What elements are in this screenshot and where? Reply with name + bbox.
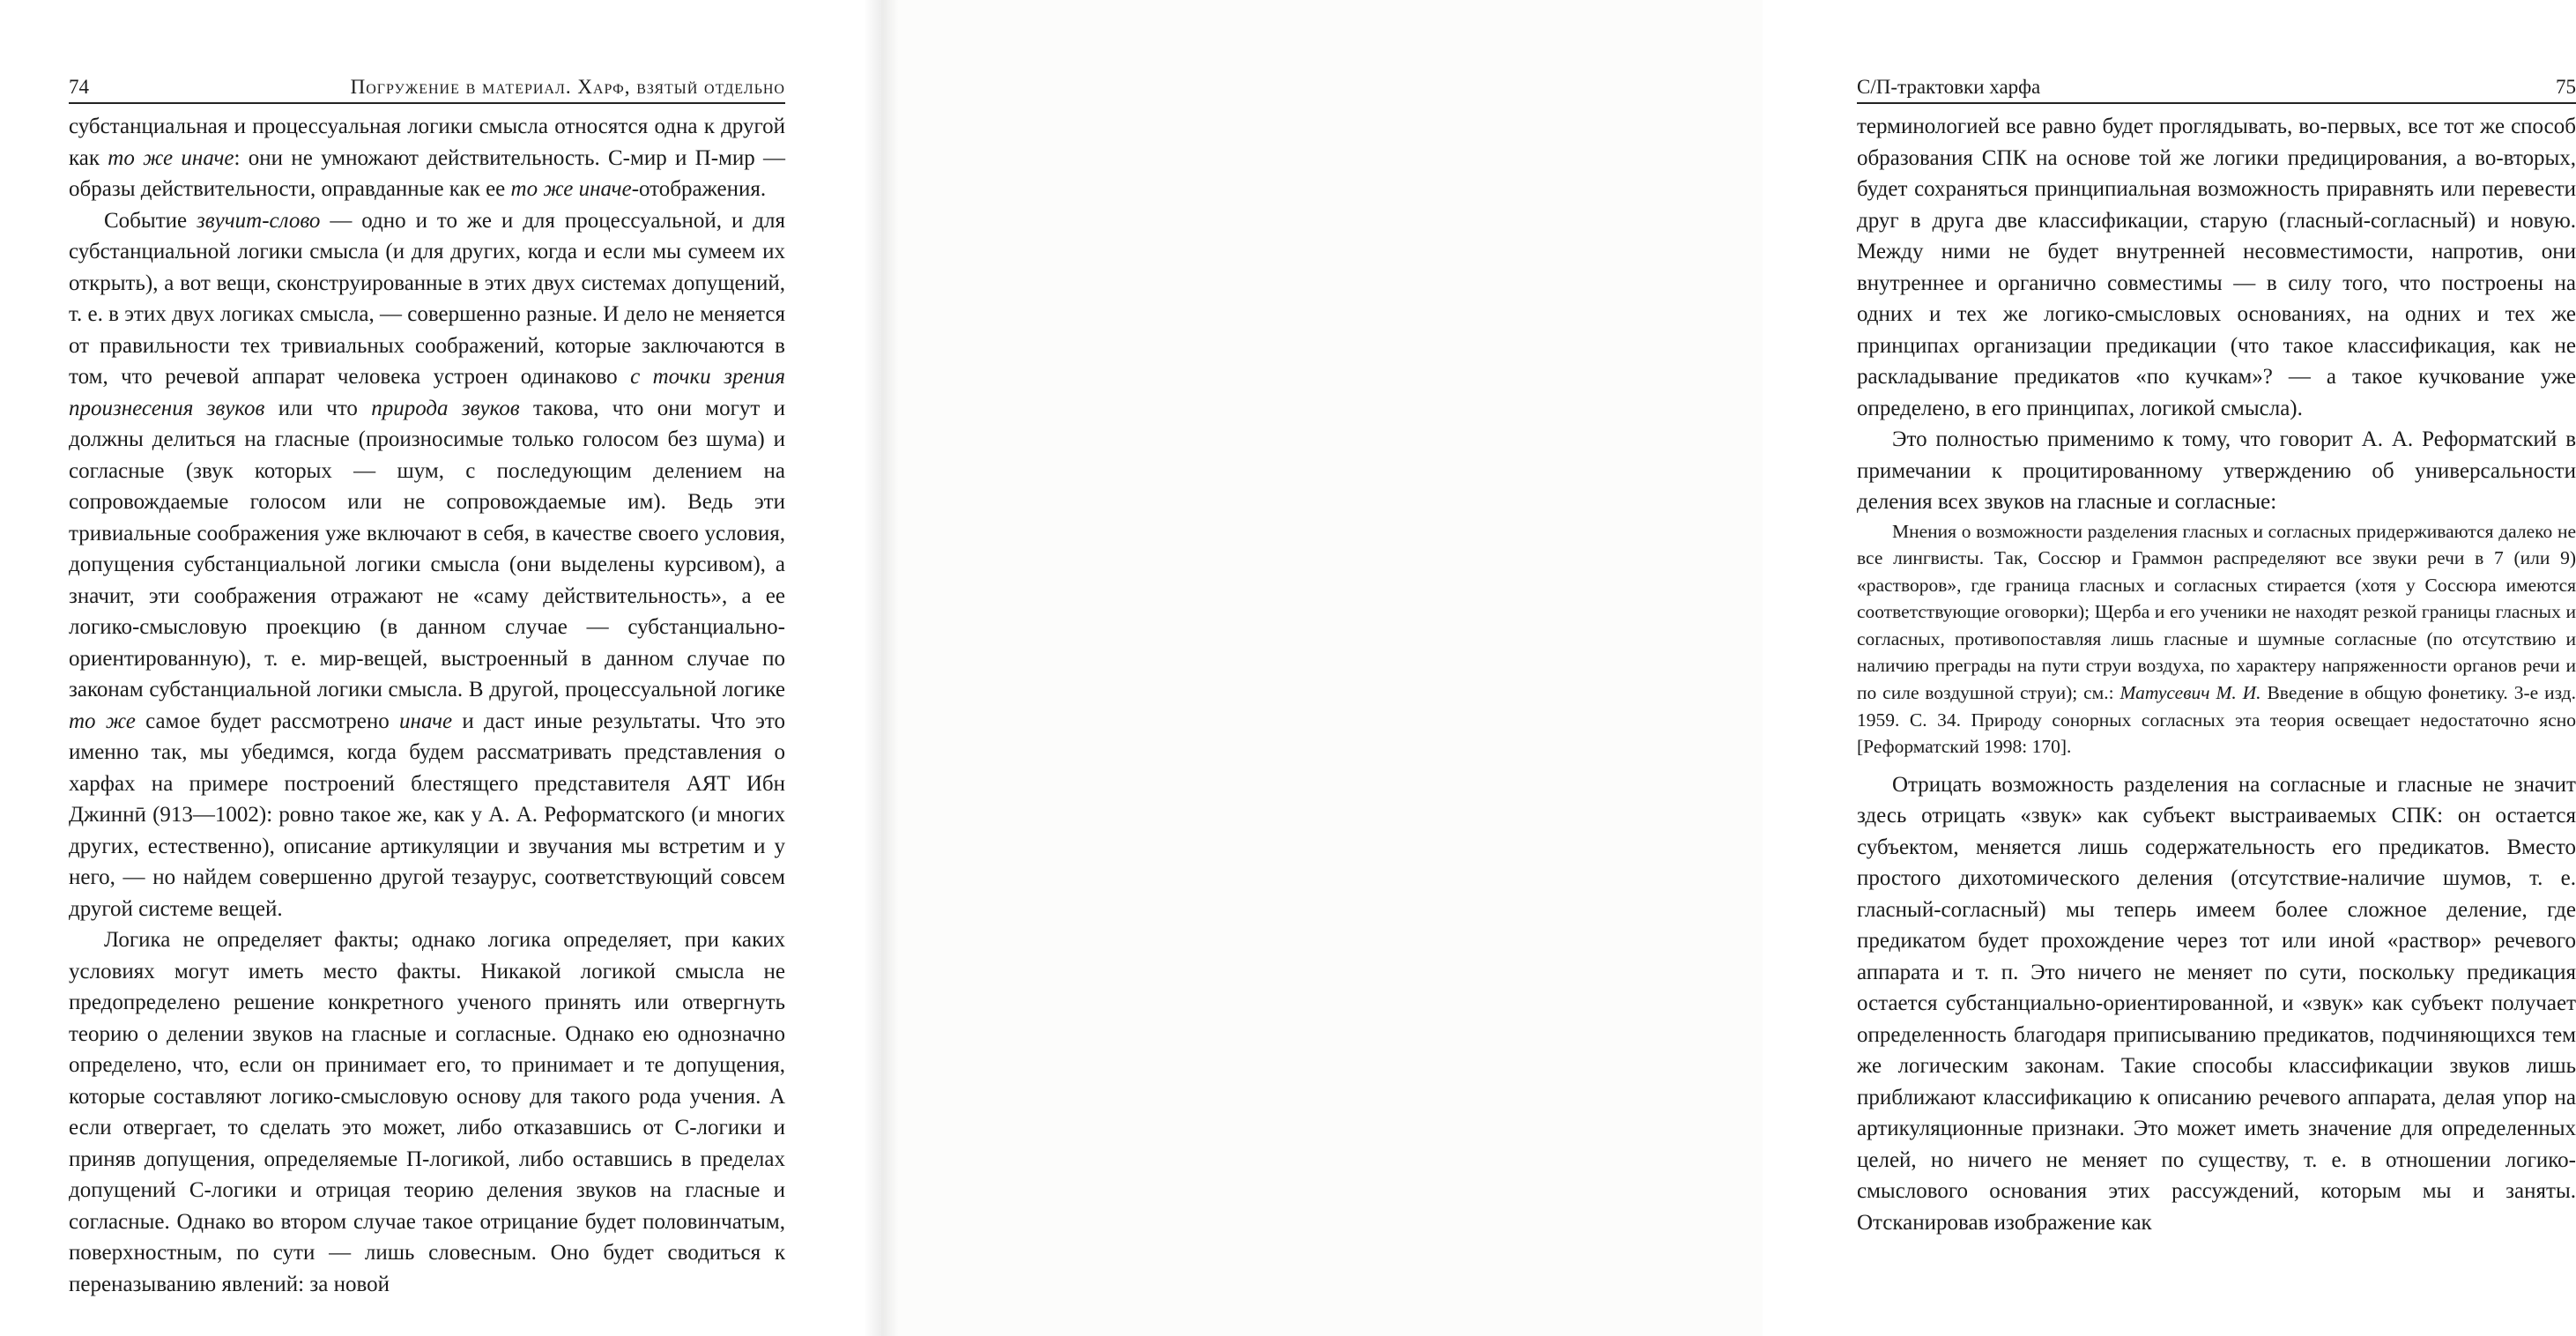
page-number: 74 [69, 76, 89, 98]
text-run: Это полностью применимо к тому, что говорит А. А. Реформатский в примечании к процитированному утверждению об универсальности деления всех звуков на гласные и согласные: [1857, 427, 2576, 514]
paragraph [69, 111, 785, 205]
text-run: или что [264, 396, 372, 420]
paragraph [1857, 111, 2576, 424]
running-title: Погружение в материал. Харф, взятый отдельно [350, 76, 785, 98]
paragraph [1857, 424, 2576, 518]
italic-text: иначе [399, 709, 453, 733]
text-run: : они не умножают действительность. С-мир и П-мир — образы действительности, оправданные как ее [69, 145, 786, 201]
italic-text: звучит-слово [197, 208, 321, 233]
text-run: Событие [104, 208, 197, 233]
italic-text: с точки зрения произнесения звуков [69, 365, 786, 420]
paragraph [69, 205, 785, 925]
text-run: субстанциальная и процессуальная логики смысла относятся одна к другой как [69, 115, 785, 170]
running-title: С/П-трактовки харфа [1857, 76, 2041, 98]
left-page-body [69, 111, 785, 1300]
italic-text: то же иначе [108, 145, 234, 170]
text-run: Отрицать возможность разделения на согласные и гласные не значит здесь отрицать «звук» как субъект выстраиваемых СПК: он остается субъектом, меняется лишь содержательность его предикатов. Вместо простого дихотомического деления (отсутствие-наличие шумов, т. е. гласный-согласный) мы теперь имеем более сложное деление, где предикатом будет прохождение через тот или иной «раствор» речевого аппарата и т. п. Это ничего не меняет по сути, поскольку предикация остается субстанциально-ориентированной, и «звук» как субъект получает определенность благодаря приписыванию предикатов, подчиняющихся тем же логическим законам. Такие способы классификации звуков лишь приближают классификацию к описанию речевого аппарата, делая упор на артикуляционные признаки. Это может иметь значение для определенных целей, но ничего не меняет по существу, т. е. в отношении логико-смыслового основания этих рассуждений, которым мы и заняты. Отсканировав изображение как [1857, 772, 2576, 1235]
right-page-body [1857, 111, 2576, 1238]
book-gutter [864, 0, 899, 1336]
text-run: Введение в общую фонетику. 3-е изд. 1959. С. 34. Природу сонорных согласных эта теория освещает недостаточно ясно [Реформатский 1998: 170]. [1857, 682, 2576, 758]
page-number: 75 [2556, 76, 2576, 98]
text-run: -отображения. [631, 177, 767, 201]
block-quote [1857, 518, 2576, 761]
paragraph [1857, 769, 2576, 1239]
italic-text: то же [69, 709, 136, 733]
text-run: — одно и то же и для процессуальной, и для субстанциальной логики смысла (и для других, когда и если мы сумеем их открыть), а вот вещи, сконструированные в этих двух системах допущений, т. е. в этих двух логиках смысла, — совершенно разные. И дело не меняется от правильности тех тривиальных соображений, которые заключаются в том, что речевой аппарат человека устроен одинаково [69, 208, 785, 389]
right-page-header [1857, 71, 2576, 104]
italic-text: Матусевич М. И. [2119, 682, 2261, 704]
italic-text: то же иначе [510, 177, 632, 201]
text-run: Логика не определяет факты; однако логика определяет, при каких условиях могут иметь место факты. Никакой логикой смысла не предопределено решение конкретного ученого принять или отвергнуть теорию о делении звуков на гласные и согласные. Однако ею однозначно определено, что, если он принимает его, то принимает и те допущения, которые составляют логико-смысловую основу для такого рода учения. А если отвергает, то сделать это может, либо отказавшись от С-логики и приняв допущения, определяемые П-логикой, либо оставшись в пределах допущений С-логики и отрицая теорию деления звуков на гласные и согласные. Однако во втором случае такое отрицание будет половинчатым, поверхностным, по сути — лишь словесным. Оно будет сводиться к переназыванию явлений: за новой [69, 928, 785, 1296]
text-run: самое будет рассмотрено [135, 709, 400, 733]
left-page [0, 0, 881, 1336]
italic-text: природа звуков [371, 396, 520, 420]
text-run: и даст иные результаты. Что это именно так, мы убедимся, когда будем рассматривать представления о харфах на примере построений блестящего представителя АЯТ Ибн Джиннӣ (913—1002): ровно такое же, как у А. А. Реформатского (и многих других, естественно), описание артикуляции и звучания мы встретим и у него, — но найдем совершенно другой тезаурус, соответствующий совсем другой системе вещей. [69, 709, 785, 921]
text-run: такова, что они могут и должны делиться на гласные (произносимые только голосом без шума) и согласные (звук которых — шум, с последующим делением на сопровождаемые голосом или не сопровождаемые им). Ведь эти тривиальные соображения уже включают в себя, в качестве своего условия, допущения субстанциальной логики смысла (они выделены курсивом), а значит, эти соображения отражают не «саму действительность», а ее логико-смысловую проекцию (в данном случае — субстанциально-ориентированную), т. е. мир-вещей, выстроенный в данном случае по законам субстанциальной логики смысла. В другой, процессуальной логике [69, 396, 785, 701]
right-page [881, 0, 2576, 1336]
text-run: терминологией все равно будет проглядывать, во-первых, все тот же способ образования СПК на основе той же логики предицирования, а во-вторых, будет сохраняться принципиальная возможность приравнять или перевести друг в друга две классификации, старую (гласный-согласный) и новую. Между ними не будет внутренней несовместимости, напротив, они внутреннее и органично совместимы — в силу того, что построены на одних и тех же логико-смысловых основаниях, на одних и тех же принципах организации предикации (что такое классификация, как не раскладывание предикатов «по кучкам»? — а такое кучкование уже определено, в его принципах, логикой смысла). [1857, 115, 2576, 420]
left-page-header [69, 71, 785, 104]
paragraph [69, 924, 785, 1300]
text-run: Мнения о возможности разделения гласных и согласных придерживаются далеко не все лингвисты. Так, Соссюр и Граммон распределяют все звуки речи в 7 (или 9) «растворов», где граница гласных и согласных стирается (хотя у Соссюра имеются соответствующие оговорки); Щерба и его ученики не находят резкой границы гласных и согласных, противопоставляя лишь гласные и шумные согласные (по отсутствию и наличию преграды на пути струи воздуха, по характеру напряженности органов речи и по силе воздушной струи); см.: [1857, 520, 2576, 704]
